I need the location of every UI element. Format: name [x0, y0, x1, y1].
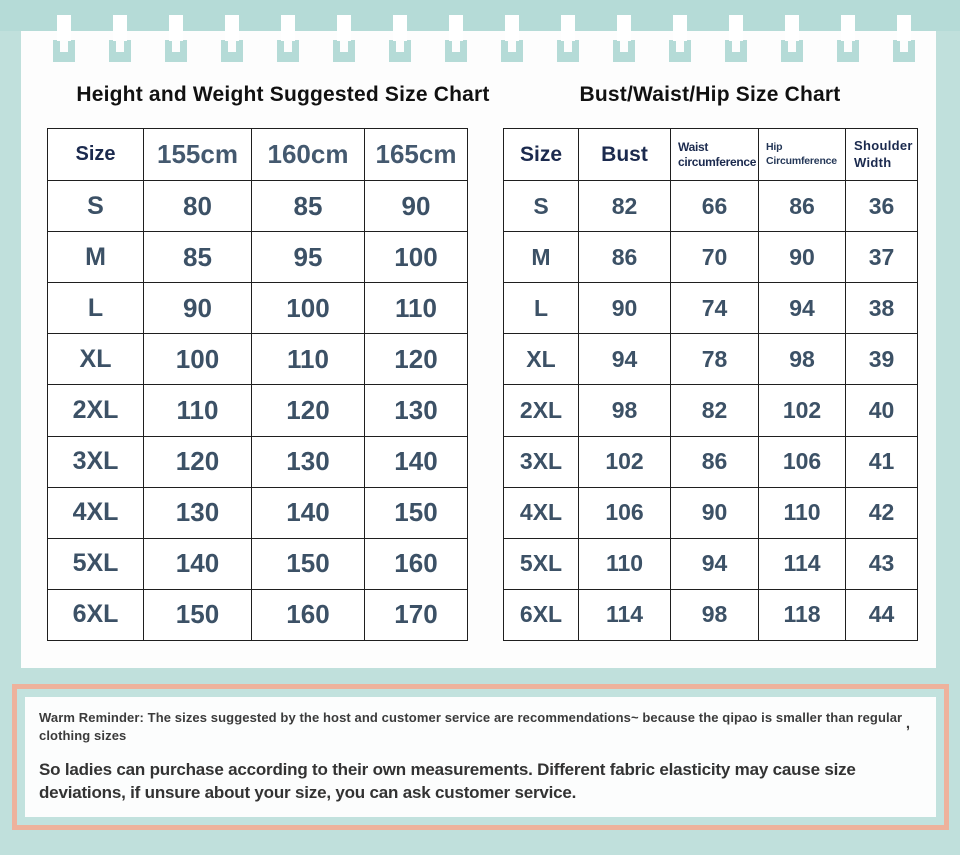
- value-cell: 85: [144, 232, 252, 283]
- value-cell: 44: [846, 589, 918, 640]
- size-label-cell: 4XL: [504, 487, 579, 538]
- height-weight-chart-title: Height and Weight Suggested Size Chart: [76, 83, 490, 106]
- table-row: [48, 334, 468, 385]
- value-cell: 42: [846, 487, 918, 538]
- value-cell: 98: [759, 334, 846, 385]
- value-cell: 39: [846, 334, 918, 385]
- size-label-cell: 2XL: [504, 385, 579, 436]
- size-label-cell: XL: [504, 334, 579, 385]
- size-label-cell: M: [48, 232, 144, 283]
- value-cell: 37: [846, 232, 918, 283]
- table-row: [504, 334, 918, 385]
- value-cell: 82: [579, 181, 671, 232]
- binding-tab-icon: [445, 40, 467, 62]
- value-cell: 98: [671, 589, 759, 640]
- binding-tab-icon: [277, 40, 299, 62]
- value-cell: 140: [252, 487, 365, 538]
- size-label-cell: 3XL: [504, 436, 579, 487]
- value-cell: 86: [671, 436, 759, 487]
- value-cell: 70: [671, 232, 759, 283]
- value-cell: 90: [759, 232, 846, 283]
- value-cell: 130: [365, 385, 468, 436]
- value-cell: 78: [671, 334, 759, 385]
- binding-tab-icon: [53, 40, 75, 62]
- value-cell: 90: [671, 487, 759, 538]
- table-row: [48, 181, 468, 232]
- value-cell: 110: [252, 334, 365, 385]
- value-cell: 140: [365, 436, 468, 487]
- size-label-cell: 2XL: [48, 385, 144, 436]
- warm-reminder-panel: [25, 697, 936, 817]
- value-cell: 114: [579, 589, 671, 640]
- binding-tab-icon: [725, 40, 747, 62]
- binding-tab-icon: [389, 40, 411, 62]
- height-weight-size-table: [47, 128, 468, 641]
- spiral-binding-decoration: [0, 15, 960, 62]
- column-header-165cm: 165cm: [365, 129, 468, 181]
- size-label-cell: 6XL: [504, 589, 579, 640]
- value-cell: 74: [671, 283, 759, 334]
- value-cell: 85: [252, 181, 365, 232]
- value-cell: 120: [365, 334, 468, 385]
- value-cell: 160: [365, 538, 468, 589]
- binding-tab-icon: [333, 40, 355, 62]
- table-row: [504, 589, 918, 640]
- value-cell: 102: [579, 436, 671, 487]
- value-cell: 102: [759, 385, 846, 436]
- value-cell: 100: [252, 283, 365, 334]
- binding-tab-icon: [893, 40, 915, 62]
- table-row: [48, 232, 468, 283]
- table-row: [504, 436, 918, 487]
- value-cell: 100: [144, 334, 252, 385]
- column-header-size: Size: [504, 129, 579, 181]
- value-cell: 66: [671, 181, 759, 232]
- value-cell: 41: [846, 436, 918, 487]
- binding-tab-icon: [165, 40, 187, 62]
- binding-tab-icon: [613, 40, 635, 62]
- value-cell: 160: [252, 589, 365, 640]
- value-cell: 110: [759, 487, 846, 538]
- table-row: [48, 385, 468, 436]
- binding-tab-icon: [109, 40, 131, 62]
- size-label-cell: M: [504, 232, 579, 283]
- value-cell: 118: [759, 589, 846, 640]
- size-label-cell: L: [48, 283, 144, 334]
- binding-tab-icon: [781, 40, 803, 62]
- table-row: [504, 538, 918, 589]
- bust-waist-hip-chart-title: Bust/Waist/Hip Size Chart: [579, 83, 841, 106]
- binding-tab-icon: [221, 40, 243, 62]
- size-label-cell: 3XL: [48, 436, 144, 487]
- value-cell: 114: [759, 538, 846, 589]
- value-cell: 150: [252, 538, 365, 589]
- size-label-cell: 4XL: [48, 487, 144, 538]
- column-header-bust: Bust: [579, 129, 671, 181]
- table-row: [48, 283, 468, 334]
- value-cell: 130: [252, 436, 365, 487]
- column-header-shoulder-width: Shoulder Width: [846, 129, 918, 181]
- size-label-cell: S: [48, 181, 144, 232]
- value-cell: 100: [365, 232, 468, 283]
- value-cell: 36: [846, 181, 918, 232]
- value-cell: 38: [846, 283, 918, 334]
- size-label-cell: XL: [48, 334, 144, 385]
- size-label-cell: 5XL: [504, 538, 579, 589]
- table-row: [504, 232, 918, 283]
- value-cell: 43: [846, 538, 918, 589]
- value-cell: 90: [365, 181, 468, 232]
- table-row: [48, 589, 468, 640]
- value-cell: 86: [579, 232, 671, 283]
- bust-waist-hip-size-table: [503, 128, 918, 641]
- column-header-waist-circumference: Waist circumference: [671, 129, 759, 181]
- value-cell: 110: [579, 538, 671, 589]
- table-row: [504, 385, 918, 436]
- value-cell: 150: [144, 589, 252, 640]
- table-row: [504, 181, 918, 232]
- table-row: [504, 487, 918, 538]
- value-cell: 86: [759, 181, 846, 232]
- size-label-cell: S: [504, 181, 579, 232]
- value-cell: 170: [365, 589, 468, 640]
- value-cell: 150: [365, 487, 468, 538]
- value-cell: 106: [579, 487, 671, 538]
- size-label-cell: 5XL: [48, 538, 144, 589]
- value-cell: 94: [759, 283, 846, 334]
- warm-reminder-advice: So ladies can purchase according to their own measurements. Different fabric elasticity may cause size deviations, if unsure about your size, you can ask customer service.: [39, 760, 856, 803]
- binding-tab-icon: [669, 40, 691, 62]
- size-label-cell: L: [504, 283, 579, 334]
- column-header-155cm: 155cm: [144, 129, 252, 181]
- value-cell: 120: [252, 385, 365, 436]
- column-header-160cm: 160cm: [252, 129, 365, 181]
- value-cell: 140: [144, 538, 252, 589]
- column-header-size: Size: [48, 129, 144, 181]
- warm-reminder-note: Warm Reminder: The sizes suggested by the host and customer service are recommendations~ because the qipao is smaller than regular clothing sizes: [39, 710, 903, 743]
- table-row: [48, 538, 468, 589]
- value-cell: 40: [846, 385, 918, 436]
- value-cell: 82: [671, 385, 759, 436]
- value-cell: 106: [759, 436, 846, 487]
- value-cell: 110: [365, 283, 468, 334]
- value-cell: 95: [252, 232, 365, 283]
- value-cell: 80: [144, 181, 252, 232]
- table-header-row: [504, 129, 918, 181]
- trailing-comma: ,: [905, 715, 910, 732]
- value-cell: 130: [144, 487, 252, 538]
- binding-tab-icon: [501, 40, 523, 62]
- binding-tab-icon: [557, 40, 579, 62]
- table-header-row: [48, 129, 468, 181]
- value-cell: 90: [144, 283, 252, 334]
- value-cell: 94: [671, 538, 759, 589]
- size-label-cell: 6XL: [48, 589, 144, 640]
- table-row: [504, 283, 918, 334]
- value-cell: 90: [579, 283, 671, 334]
- table-row: [48, 487, 468, 538]
- table-row: [48, 436, 468, 487]
- column-header-hip-circumference: Hip Circumference: [759, 129, 846, 181]
- value-cell: 98: [579, 385, 671, 436]
- warm-reminder-box: [12, 684, 949, 830]
- value-cell: 110: [144, 385, 252, 436]
- value-cell: 94: [579, 334, 671, 385]
- value-cell: 120: [144, 436, 252, 487]
- binding-tab-icon: [837, 40, 859, 62]
